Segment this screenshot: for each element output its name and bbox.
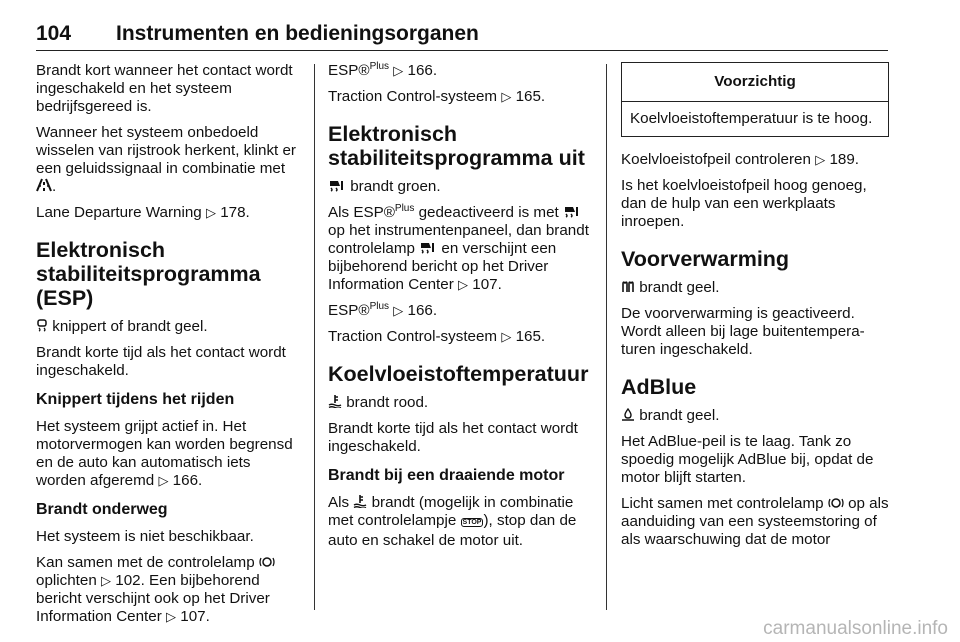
lane-departure-icon (36, 178, 52, 192)
section-heading: Elektronisch stabiliteitsprogramma uit (328, 122, 585, 170)
coolant-temperature-icon (328, 394, 342, 408)
warning-body: Koelvloeistoftemperatuur is te hoog. (630, 110, 873, 127)
paragraph: brandt geel. (621, 407, 889, 425)
subheading: Brandt onderweg (36, 501, 168, 518)
paragraph: Traction Control-systeem ▷ 165. (328, 328, 546, 345)
section-heading: Koelvloeistoftemperatuur (328, 362, 589, 386)
paragraph: knippert of brandt geel. (36, 318, 300, 336)
section-heading: Elektronisch stabiliteitsprogramma (ESP) (36, 238, 261, 310)
adblue-icon (621, 408, 635, 421)
esp-off-icon (563, 205, 581, 218)
warning-box (621, 62, 889, 137)
paragraph: brandt groen. (328, 178, 594, 196)
page-ref-arrow-icon: ▷ (393, 303, 404, 318)
subheading: Knippert tijdens het rijden (36, 391, 235, 408)
paragraph: De voorverwarming is geactiveerd. Wordt alleen bij lage buitentemperaturen ingeschakeld. (621, 305, 865, 358)
esp-skid-icon (36, 319, 48, 332)
column-divider (606, 64, 607, 610)
glow-plug-icon (621, 280, 635, 293)
paragraph: Het systeem is niet beschikbaar. (36, 528, 254, 545)
paragraph: Traction Control-systeem ▷ 165. (328, 88, 546, 105)
section-heading: AdBlue (621, 375, 697, 399)
subheading: Brandt bij een draaiende motor (328, 467, 565, 484)
paragraph: Brandt korte tijd als het contact wordt ingeschakeld. (328, 420, 578, 455)
paragraph: ESP®$^{Plus}$ ▷ 166. (328, 60, 438, 79)
paragraph: Als ESP®$^{Plus}$ gedeactiveerd is met op het instrumentenpaneel, dan brandt controlelamp en verschijnt een bijbehorend bericht op het Driver Information Center ▷ 107. (328, 202, 589, 293)
page-ref-arrow-icon: ▷ (815, 152, 826, 167)
paragraph: Als brandt (mogelijk in combinatie met controlelampje STOP ), stop dan de auto en schakel de motor uit. (328, 494, 577, 549)
section-heading: Voorverwarming (621, 247, 790, 271)
column-1 (36, 62, 300, 634)
engine-warning-icon (828, 497, 844, 509)
page-ref-arrow-icon: ▷ (458, 277, 469, 292)
paragraph: brandt rood. (328, 394, 594, 412)
page-ref-arrow-icon: ▷ (205, 205, 216, 220)
paragraph: Kan samen met de controlelamp oplichten ▷ 102. Een bijbehorend bericht verschijnt ook op het Driver Information Center ▷ 107. (36, 554, 300, 626)
paragraph: Brandt kort wanneer het contact wordt ingeschakeld en het systeem bedrijfsgereed is. (36, 62, 293, 115)
paragraph: ESP®$^{Plus}$ ▷ 166. (328, 300, 438, 319)
watermark: carmanualsonline.info (763, 618, 948, 639)
page-ref-arrow-icon: ▷ (166, 609, 177, 624)
paragraph: Licht samen met controlelamp op als aanduiding van een systeemstoring of als waarschuwing dat de motor (621, 495, 889, 548)
page-number: 104 (36, 22, 72, 45)
column-divider (314, 64, 315, 610)
coolant-temperature-icon (353, 494, 367, 508)
paragraph: Lane Departure Warning ▷ 178. (36, 204, 250, 221)
paragraph: Koelvloeistofpeil controleren ▷ 189. (621, 151, 859, 168)
paragraph: Het systeem grijpt actief in. Het motorvermogen kan worden begrensd en de auto kan automatisch iets worden afgeremd ▷ 166. (36, 418, 293, 489)
stop-icon: STOP (462, 519, 482, 526)
page-ref-arrow-icon: ▷ (158, 473, 169, 488)
column-2 (328, 62, 594, 558)
page-ref-arrow-icon: ▷ (501, 329, 512, 344)
warning-title: Voorzichtig (622, 63, 888, 102)
paragraph: Brandt korte tijd als het contact wordt ingeschakeld. (36, 344, 286, 379)
esp-off-icon (328, 179, 346, 192)
column-3 (621, 62, 889, 557)
page-title: Instrumenten en bedieningsorganen (116, 22, 479, 45)
page-ref-arrow-icon: ▷ (501, 89, 512, 104)
paragraph: brandt geel. (621, 279, 889, 297)
header-rule (36, 50, 888, 51)
paragraph: Het AdBlue-peil is te laag. Tank zo spoedig mogelijk AdBlue bij, opdat de motor blijft starten. (621, 433, 874, 486)
esp-off-icon (419, 241, 437, 254)
page-header (36, 22, 888, 52)
page-ref-arrow-icon: ▷ (101, 573, 112, 588)
paragraph: Is het koelvloeistofpeil hoog genoeg, dan de hulp van een werkplaats inroepen. (621, 177, 867, 230)
paragraph: Wanneer het systeem onbedoeld wisselen van rijstrook herkent, klinkt er een geluidssignaal in combinatie met . (36, 124, 296, 195)
steering-warning-icon (259, 556, 275, 568)
page-ref-arrow-icon: ▷ (393, 63, 404, 78)
